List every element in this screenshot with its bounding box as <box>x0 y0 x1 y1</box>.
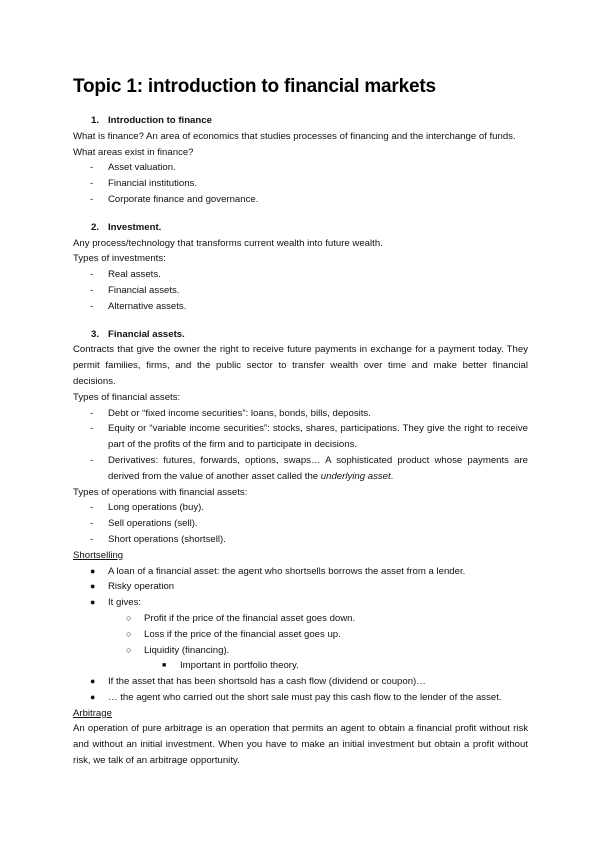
shortselling-heading: Shortselling <box>73 549 124 561</box>
list-item <box>73 643 528 659</box>
list-item-text: Long operations (buy). <box>108 502 204 514</box>
list-item-text: Liquidity (financing). <box>144 644 230 656</box>
section-1-list <box>73 160 528 207</box>
liquidity-sublist <box>73 658 528 674</box>
circle-marker: ○ <box>126 644 132 655</box>
dash-marker: - <box>90 502 94 514</box>
section-3-intro: Contracts that give the owner the right to receive future payments in exchange for a payment today. They permit families, firms, and the public sector to transfer wealth over time and make better financial decisions. <box>73 344 528 387</box>
list-item-text: It gives: <box>108 597 142 609</box>
page-title: Topic 1: introduction to financial markets <box>73 76 436 97</box>
list-item <box>73 453 528 485</box>
dash-marker: - <box>90 269 94 281</box>
dash-marker: - <box>90 407 94 419</box>
document-body <box>73 113 528 769</box>
dash-marker: - <box>90 423 94 435</box>
list-item-text: Financial assets. <box>108 284 180 296</box>
section-2-list <box>73 267 528 314</box>
dash-marker: - <box>90 533 94 545</box>
list-item-text: Corporate finance and governance. <box>108 193 259 205</box>
section-2-heading <box>73 220 528 236</box>
section-1-question: What areas exist in finance? <box>73 146 194 158</box>
list-item <box>73 283 528 299</box>
list-item <box>73 406 528 422</box>
section-2-intro: Any process/technology that transforms current wealth into future wealth. <box>73 237 383 249</box>
section-title: Introduction to finance <box>108 115 212 126</box>
list-item <box>73 611 528 627</box>
dash-marker: - <box>90 178 94 190</box>
list-item <box>73 579 528 595</box>
bullet-marker: ● <box>90 691 96 702</box>
list-item-text: Short operations (shortsell). <box>108 533 226 545</box>
sentence-end: . <box>390 470 394 482</box>
section-2-question: Types of investments: <box>73 253 166 265</box>
list-item <box>73 160 528 176</box>
list-item-text: Risky operation <box>108 581 175 593</box>
dash-marker: - <box>90 300 94 312</box>
dash-marker: - <box>90 454 94 466</box>
circle-marker: ○ <box>126 628 132 639</box>
list-item <box>73 192 528 208</box>
list-item <box>73 299 528 315</box>
list-item <box>73 564 528 580</box>
bullet-marker: ● <box>90 565 96 576</box>
operations-question: Types of operations with financial assets: <box>73 486 248 498</box>
list-item-text: A loan of a financial asset: the agent who shortsells borrows the asset from a lender. <box>108 565 466 577</box>
list-item-text: Loss if the price of the financial asset goes up. <box>144 628 341 640</box>
bullet-marker: ● <box>90 676 96 687</box>
list-item-text: Alternative assets. <box>108 300 187 312</box>
section-3-heading <box>73 327 528 343</box>
section-title: Investment. <box>108 221 162 233</box>
dash-marker: - <box>90 162 94 174</box>
bullet-marker: ● <box>90 581 96 592</box>
list-item-text: Financial institutions. <box>108 178 198 190</box>
dash-marker: - <box>90 518 94 530</box>
list-item-text: Debt or “fixed income securities”: loans, bonds, bills, deposits. <box>108 407 371 419</box>
list-item <box>73 658 528 674</box>
section-1-heading <box>73 113 528 129</box>
list-item-text: … the agent who carried out the short sale must pay this cash flow to the lender of the asset. <box>108 691 502 703</box>
shortselling-list <box>73 564 528 611</box>
list-item-text: If the asset that has been shortsold has a cash flow (dividend or coupon)… <box>108 676 426 688</box>
list-item-text: Profit if the price of the financial asset goes down. <box>144 612 356 624</box>
circle-marker: ○ <box>126 612 132 623</box>
list-item-text: Real assets. <box>108 269 161 281</box>
section-3-question: Types of financial assets: <box>73 391 181 403</box>
list-item <box>73 176 528 192</box>
section-number: 1. <box>91 115 100 126</box>
dash-marker: - <box>90 284 94 296</box>
section-title: Financial assets. <box>108 328 185 340</box>
list-item-text: Sell operations (sell). <box>108 518 198 530</box>
gives-sublist <box>73 611 528 658</box>
list-item-text: Derivatives: futures, forwards, options, swaps… A sophisticated product whose payments are derived from the value of another asset called the <box>108 454 528 482</box>
bullet-marker: ● <box>90 597 96 608</box>
list-item <box>73 421 528 453</box>
section-1-intro: What is finance? An area of economics that studies processes of financing and the interchange of funds. <box>73 130 516 142</box>
list-item <box>73 532 528 548</box>
arbitrage-heading: Arbitrage <box>73 707 112 719</box>
section-number: 3. <box>91 328 100 340</box>
arbitrage-text: An operation of pure arbitrage is an operation that permits an agent to obtain a financial profit without risk and without an initial investment. When you have to make an initial investment but obtain a profit without risk, we talk of an arbitrage opportunity. <box>73 723 528 767</box>
list-item <box>73 516 528 532</box>
operations-list <box>73 500 528 547</box>
list-item-text: Asset valuation. <box>108 162 176 174</box>
dash-marker: - <box>90 193 94 205</box>
financial-asset-types-list <box>73 406 528 485</box>
list-item-text: Important in portfolio theory. <box>180 660 299 672</box>
list-item <box>73 595 528 611</box>
underlying-asset-term: underlying asset <box>320 470 391 482</box>
shortselling-after-list <box>73 674 528 706</box>
list-item <box>73 627 528 643</box>
list-item-text: Equity or “variable income securities”: stocks, shares, participations. They give the right to receive part of the profits of the firm and to participate in decisions. <box>108 423 528 451</box>
list-item <box>73 674 528 690</box>
section-number: 2. <box>91 221 100 233</box>
list-item <box>73 267 528 283</box>
list-item <box>73 690 528 706</box>
list-item <box>73 500 528 516</box>
square-marker: ■ <box>162 662 167 670</box>
